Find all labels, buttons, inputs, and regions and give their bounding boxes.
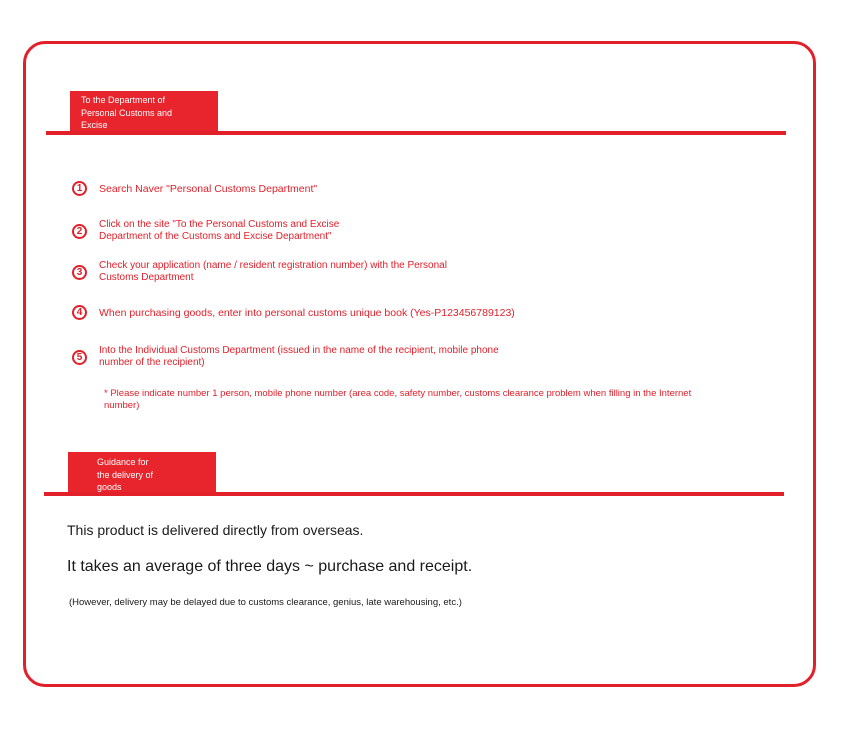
delivery-section-rule [44,492,784,496]
delivery-line-1: This product is delivered directly from overseas. [67,522,364,538]
delivery-line-3: (However, delivery may be delayed due to customs clearance, genius, late warehousing, etc.) [69,597,462,608]
delivery-line-2: It takes an average of three days ~ purchase and receipt. [67,558,473,575]
step-5-number: 5 [72,350,87,365]
step-5-text: Into the Individual Customs Department (issued in the name of the recipient, mobile phone number of the recipient) [99,345,499,368]
step-4 [72,305,515,320]
step-1-text: Search Naver "Personal Customs Department" [99,182,318,195]
step-3-text: Check your application (name / resident registration number) with the Personal Customs Department [99,260,447,283]
customs-section-rule [46,131,786,135]
step-5 [72,345,499,369]
step-2-number: 2 [72,224,87,239]
delivery-section-tab [68,452,216,494]
customs-section-tab [70,91,218,132]
step-3-number: 3 [72,265,87,280]
step-4-text: When purchasing goods, enter into personal customs unique book (Yes-P123456789123) [99,306,515,319]
step-2-text: Click on the site "To the Personal Customs and Excise Department of the Customs and Excise Department" [99,219,340,242]
step-1 [72,181,317,196]
step-4-number: 4 [72,305,87,320]
delivery-section-tab-label: Guidance for the delivery of goods [97,457,154,492]
step-2 [72,219,339,243]
customs-note: * Please indicate number 1 person, mobile phone number (area code, safety number, customs clearance problem when filling in the Internet number) [104,388,692,411]
step-1-number: 1 [72,181,87,196]
step-3 [72,260,447,284]
customs-section-tab-label: To the Department of Personal Customs and Excise [81,95,173,130]
